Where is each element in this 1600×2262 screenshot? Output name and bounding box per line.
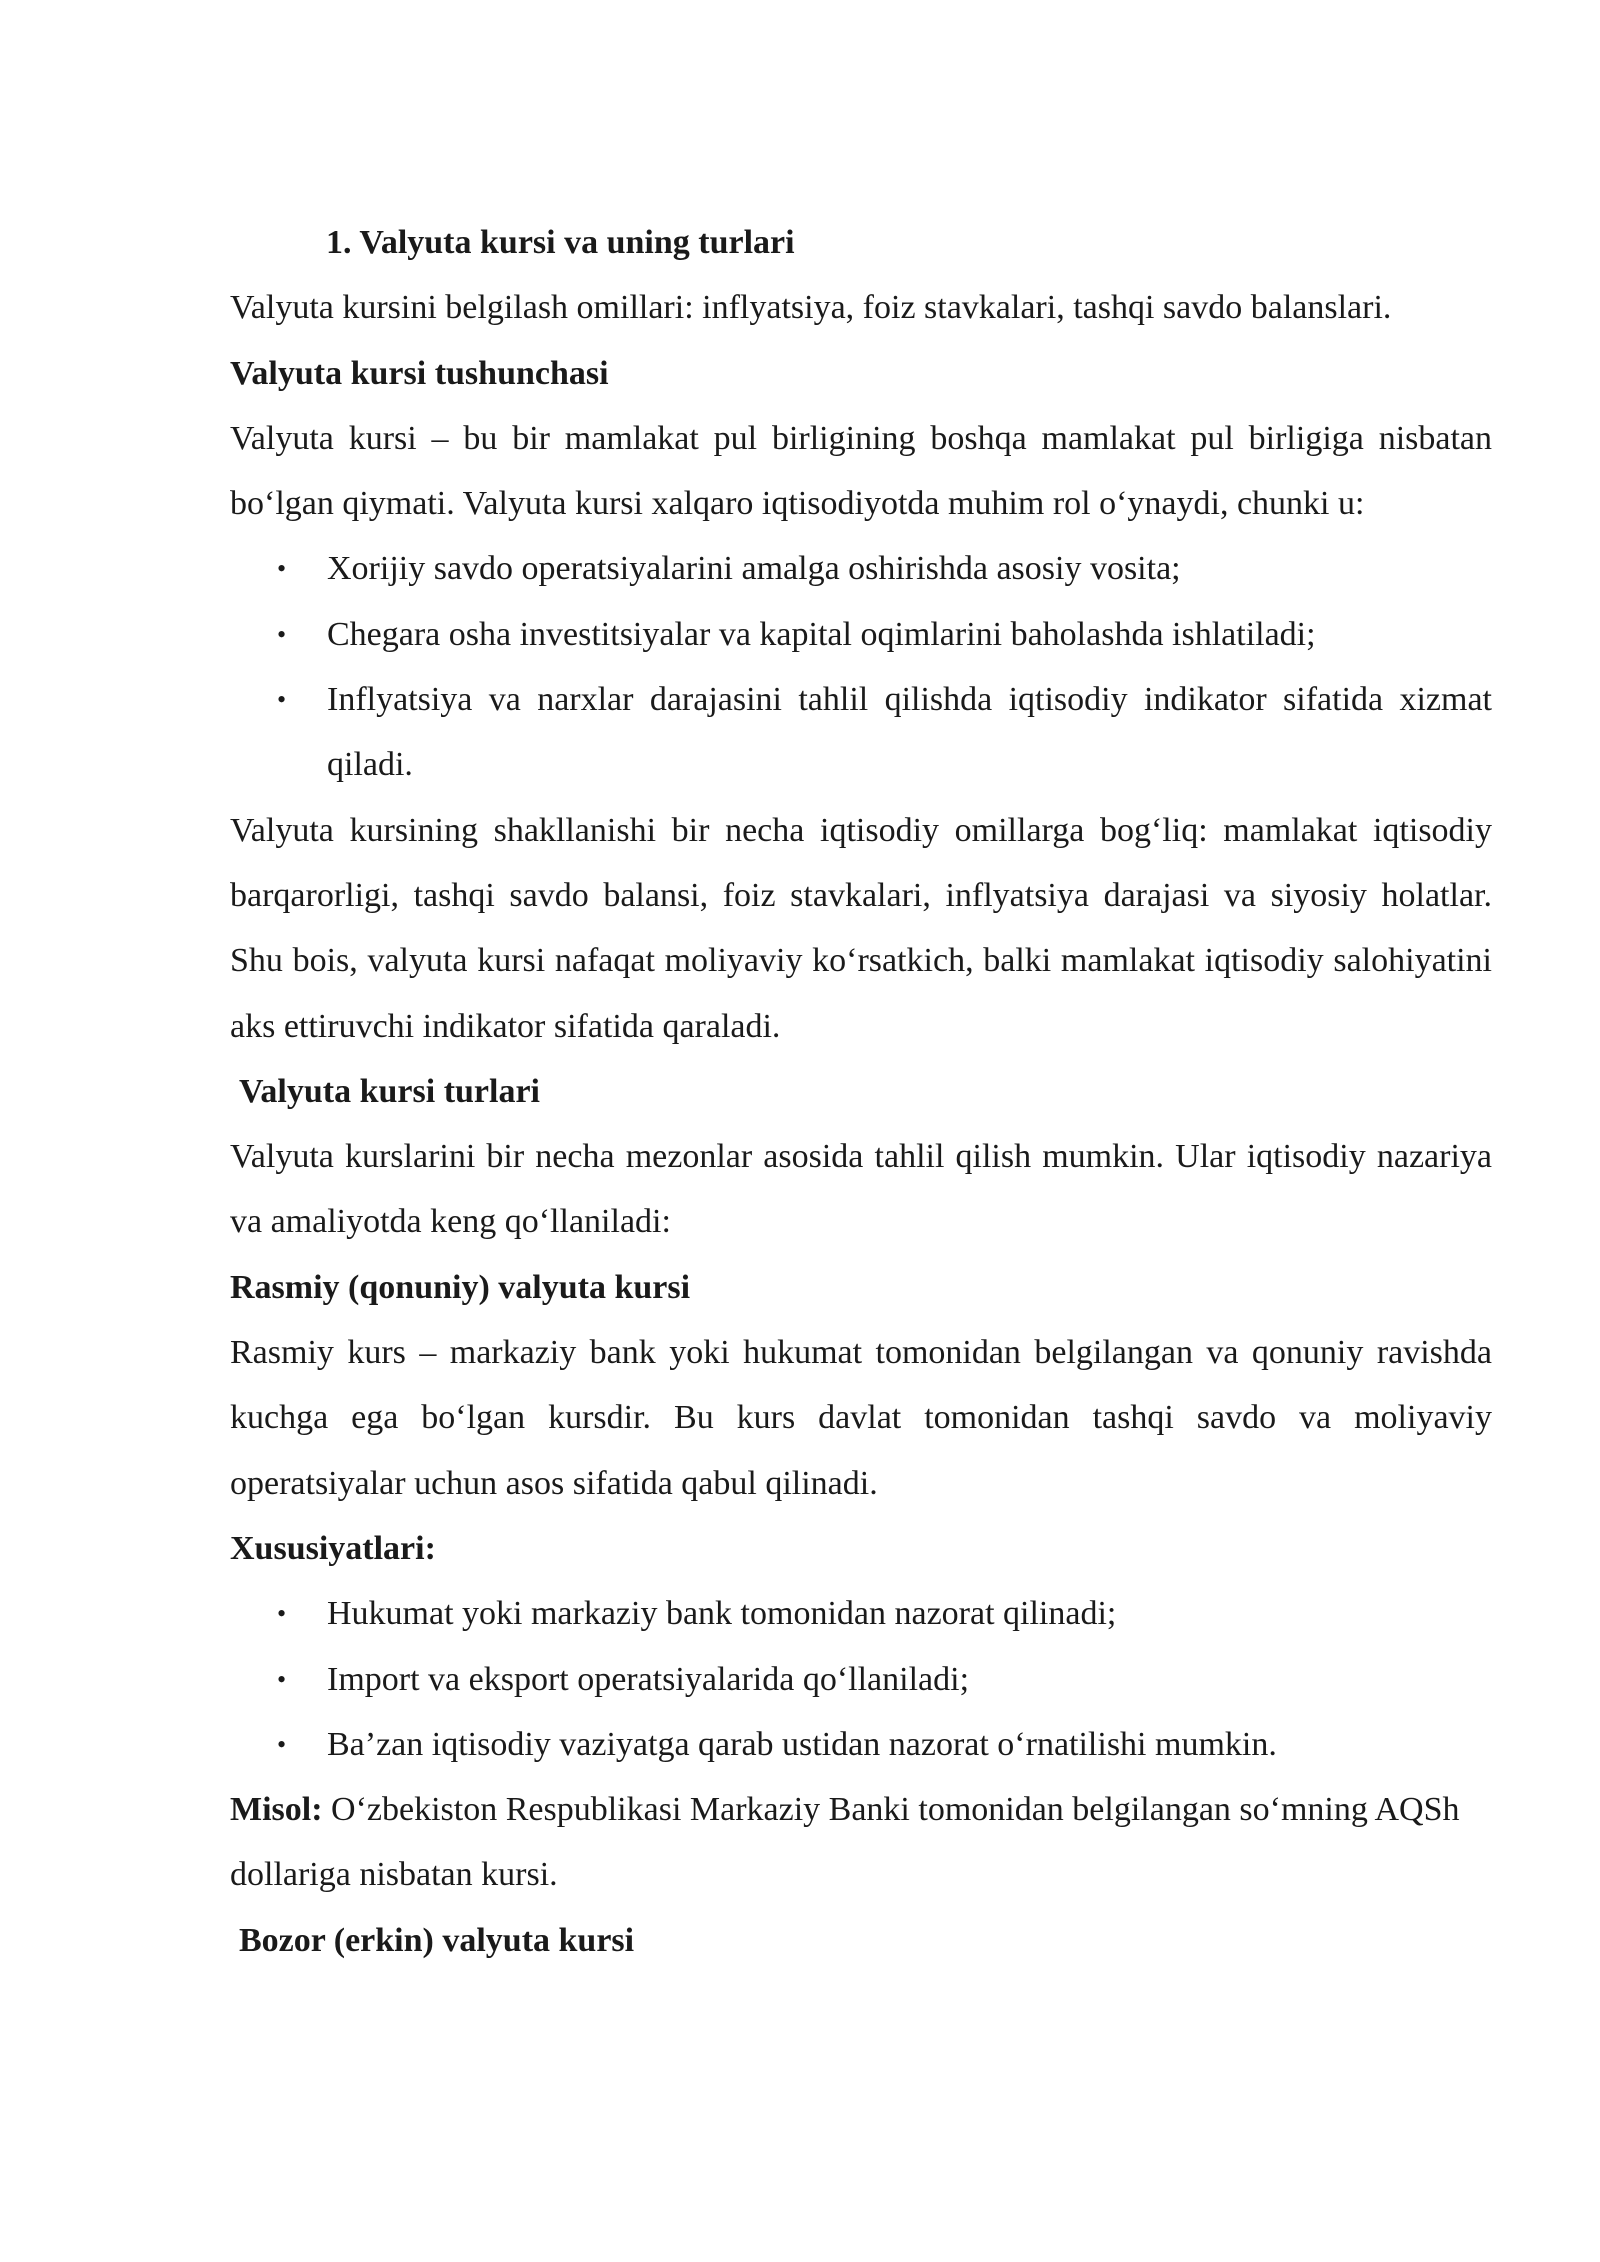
list-item <box>230 536 1492 601</box>
features-heading: Xususiyatlari: <box>230 1529 436 1567</box>
example-text: O‘zbekiston Respublikasi Markaziy Banki tomonidan belgilangan so‘mning AQSh dollariga nisbatan kursi. <box>230 1791 1460 1894</box>
list-item <box>230 1712 1492 1777</box>
list-item-text: Hukumat yoki markaziy bank tomonidan nazorat qilinadi; <box>327 1595 1117 1633</box>
list-item-text: Ba’zan iqtisodiy vaziyatga qarab ustidan nazorat o‘rnatilishi mumkin. <box>327 1725 1277 1763</box>
list-item <box>230 1647 1492 1712</box>
bullet-icon: • <box>277 685 287 715</box>
bullet-icon: • <box>277 554 287 584</box>
intro-paragraph: Valyuta kursini belgilash omillari: inflyatsiya, foiz stavkalari, tashqi savdo balanslari. <box>230 289 1392 327</box>
concept-paragraph: Valyuta kursi – bu bir mamlakat pul birligining boshqa mamlakat pul birligiga nisbatan bo‘lgan qiymati. Valyuta kursi xalqaro iqtisodiyotda muhim rol o‘ynaydi, chunki u: <box>230 419 1492 523</box>
features-bullet-list <box>230 1581 1492 1777</box>
bullet-icon: • <box>277 1599 287 1629</box>
list-item <box>230 1581 1492 1646</box>
document-title: 1. Valyuta kursi va uning turlari <box>326 224 795 261</box>
list-item-text: Inflyatsiya va narxlar darajasini tahlil qilishda iqtisodiy indikator sifatida xizmat qiladi. <box>327 681 1492 784</box>
list-item-text: Chegara osha investitsiyalar va kapital oqimlarini baholashda ishlatiladi; <box>327 615 1316 653</box>
official-rate-paragraph: Rasmiy kurs – markaziy bank yoki hukumat tomonidan belgilangan va qonuniy ravishda kuchga ega bo‘lgan kursdir. Bu kurs davlat tomonidan tashqi savdo va moliyaviy operatsiyalar uchun asos sifatida qabul qilinadi. <box>230 1334 1492 1502</box>
list-item <box>230 667 1492 798</box>
formation-paragraph: Valyuta kursining shakllanishi bir necha iqtisodiy omillarga bog‘liq: mamlakat iqtisodiy barqarorligi, tashqi savdo balansi, foiz stavkalari, inflyatsiya darajasi va siyosiy holatlar. Shu bois, valyuta kursi nafaqat moliyaviy ko‘rsatkich, balki mamlakat iqtisodiy salohiyatini aks ettiruvchi indikator sifatida qaraladi. <box>230 811 1492 1045</box>
bullet-icon: • <box>277 1664 287 1694</box>
example-label: Misol: <box>230 1791 323 1829</box>
types-paragraph: Valyuta kurslarini bir necha mezonlar asosida tahlil qilish mumkin. Ular iqtisodiy nazariya va amaliyotda keng qo‘llaniladi: <box>230 1138 1492 1241</box>
concept-bullet-list <box>230 536 1492 797</box>
section-heading-official-rate: Rasmiy (qonuniy) valyuta kursi <box>230 1268 691 1306</box>
bullet-icon: • <box>277 1729 287 1759</box>
example-paragraph <box>230 1777 1492 1908</box>
section-heading-types: Valyuta kursi turlari <box>239 1072 541 1110</box>
section-heading-concept: Valyuta kursi tushunchasi <box>230 354 609 392</box>
list-item <box>230 602 1492 667</box>
document-page <box>230 210 1492 1973</box>
bullet-icon: • <box>277 619 287 649</box>
list-item-text: Import va eksport operatsiyalarida qo‘llaniladi; <box>327 1660 970 1698</box>
section-heading-market-rate: Bozor (erkin) valyuta kursi <box>239 1921 635 1959</box>
list-item-text: Xorijiy savdo operatsiyalarini amalga oshirishda asosiy vosita; <box>327 550 1181 588</box>
